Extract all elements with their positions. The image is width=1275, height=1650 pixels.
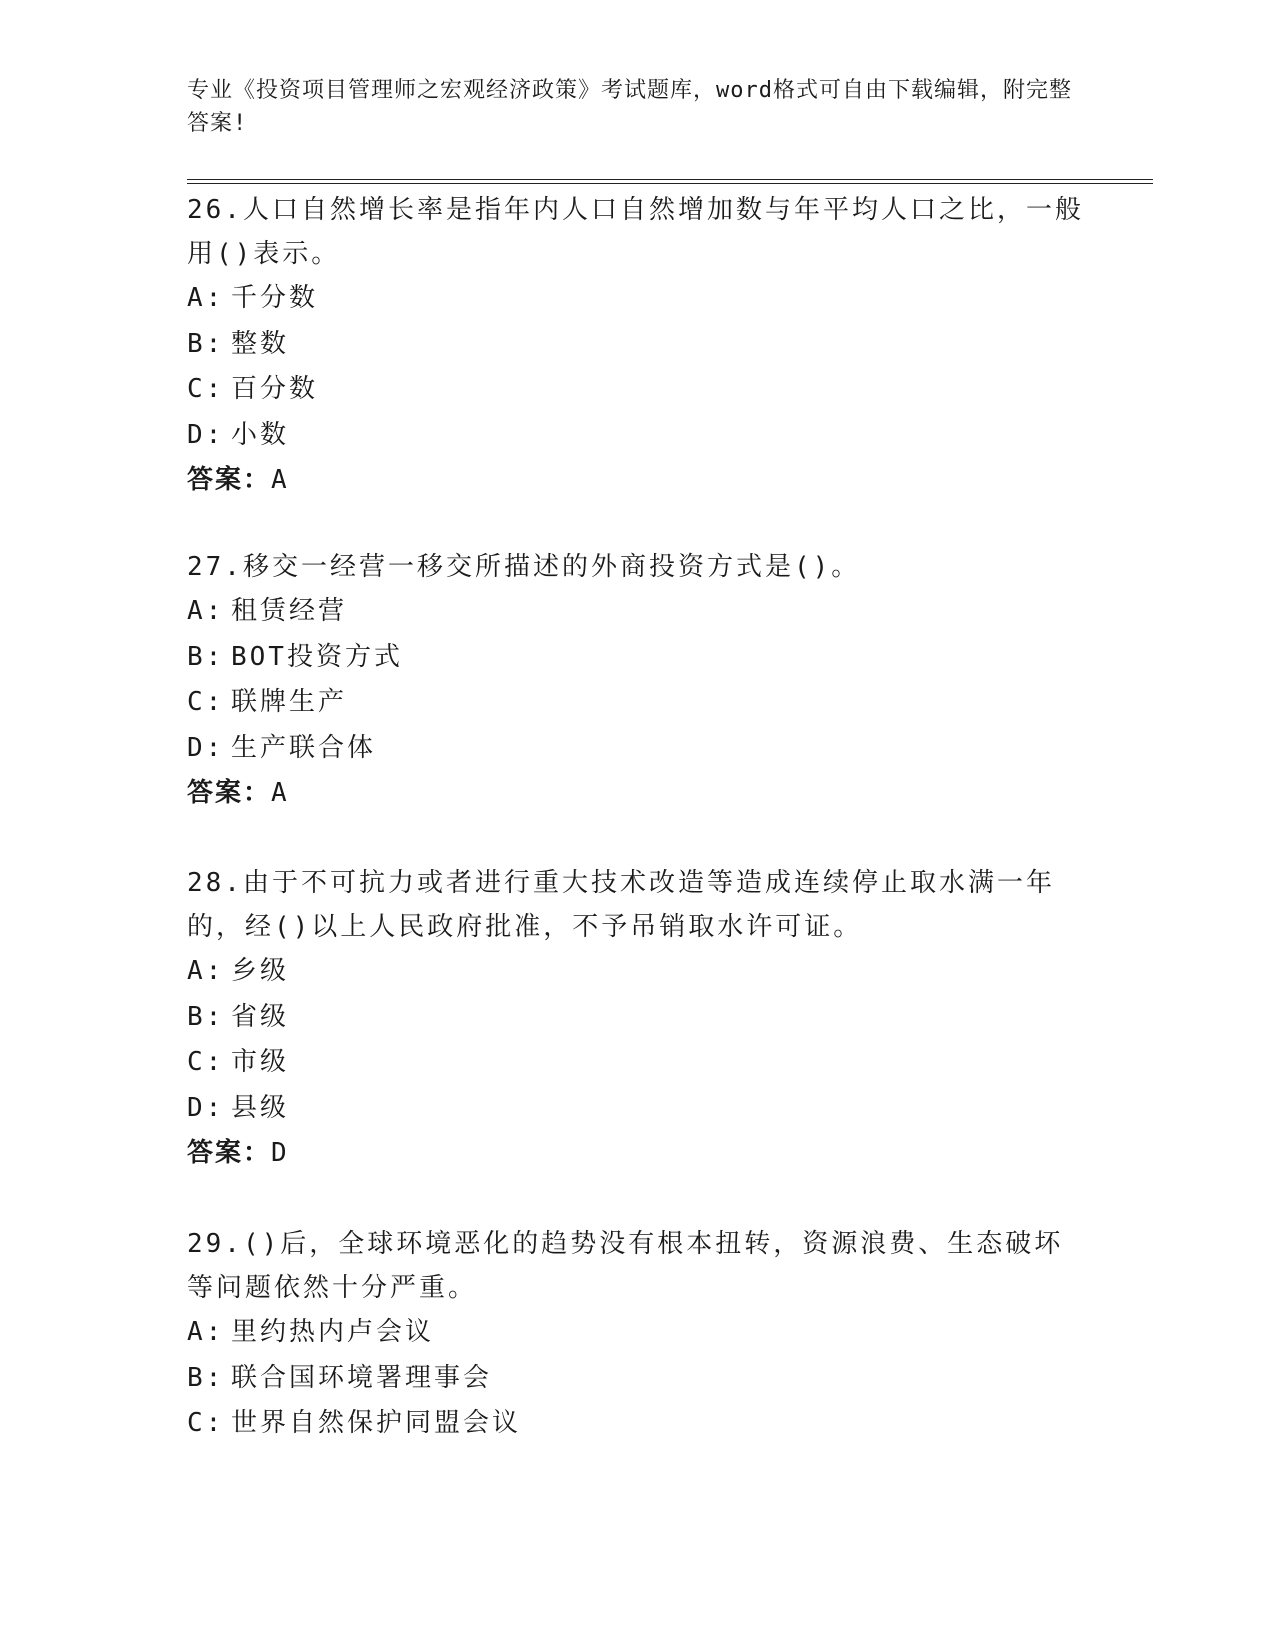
option-text: 里约热内卢会议 [231, 1317, 435, 1347]
question-29 [187, 1222, 1087, 1447]
option-key: B: [187, 328, 225, 359]
option-b [187, 322, 1087, 368]
answer-value: A [271, 465, 289, 495]
answer-line [187, 458, 1087, 502]
option-key: C: [187, 687, 225, 717]
answer-line [187, 1131, 1087, 1175]
question-27 [187, 545, 1087, 815]
option-text: BOT投资方式 [231, 641, 403, 672]
answer-label: 答案： [187, 778, 272, 808]
option-key: C: [187, 1047, 225, 1077]
option-c [187, 1401, 1087, 1447]
question-stem: 27.移交一经营一移交所描述的外商投资方式是()。 [187, 552, 861, 582]
option-text: 百分数 [231, 374, 319, 404]
option-a [187, 589, 1087, 635]
question-26 [187, 188, 1087, 502]
option-text: 生产联合体 [231, 732, 377, 763]
answer-value: A [271, 778, 289, 808]
option-c [187, 680, 1087, 726]
option-text: 世界自然保护同盟会议 [231, 1408, 522, 1438]
option-text: 乡级 [231, 956, 290, 986]
option-key: D: [187, 1092, 225, 1123]
header-intro-text: 专业《投资项目管理师之宏观经济政策》考试题库，word格式可自由下载编辑，附完整答案! [187, 78, 1072, 136]
option-b [187, 995, 1087, 1041]
question-stem: 26.人口自然增长率是指年内人口自然增加数与年平均人口之比，一般用()表示。 [187, 195, 1084, 269]
option-key: B: [187, 641, 225, 672]
answer-label: 答案： [187, 465, 272, 495]
option-text: 省级 [231, 1001, 290, 1032]
option-d [187, 1086, 1087, 1132]
option-text: 整数 [231, 328, 290, 359]
option-text: 千分数 [231, 283, 319, 313]
option-a [187, 276, 1087, 322]
option-key: A: [187, 1317, 225, 1347]
option-key: D: [187, 419, 225, 450]
option-d [187, 726, 1087, 772]
option-text: 联合国环境署理事会 [231, 1362, 493, 1393]
option-a [187, 949, 1087, 995]
option-key: A: [187, 956, 225, 986]
option-b [187, 635, 1087, 681]
question-28 [187, 861, 1087, 1175]
option-c [187, 1040, 1087, 1086]
option-key: B: [187, 1362, 225, 1393]
header-divider-top [187, 179, 1153, 180]
option-c [187, 367, 1087, 413]
question-stem: 28.由于不可抗力或者进行重大技术改造等造成连续停止取水满一年的，经()以上人民政府批准，不予吊销取水许可证。 [187, 868, 1055, 942]
option-key: B: [187, 1001, 225, 1032]
option-text: 联牌生产 [231, 687, 348, 717]
option-key: C: [187, 374, 225, 404]
option-key: D: [187, 732, 225, 763]
option-key: C: [187, 1408, 225, 1438]
answer-line [187, 771, 1087, 815]
answer-label: 答案： [187, 1138, 272, 1168]
answer-value: D [271, 1138, 289, 1168]
option-text: 县级 [231, 1092, 290, 1123]
document-header [187, 74, 1087, 140]
option-key: A: [187, 283, 225, 313]
option-text: 租赁经营 [231, 596, 348, 626]
option-b [187, 1356, 1087, 1402]
header-divider-bottom [187, 183, 1153, 184]
question-stem: 29.()后，全球环境恶化的趋势没有根本扭转，资源浪费、生态破坏等问题依然十分严重。 [187, 1229, 1064, 1303]
option-a [187, 1310, 1087, 1356]
option-text: 小数 [231, 419, 290, 450]
option-key: A: [187, 596, 225, 626]
option-text: 市级 [231, 1047, 290, 1077]
option-d [187, 413, 1087, 459]
